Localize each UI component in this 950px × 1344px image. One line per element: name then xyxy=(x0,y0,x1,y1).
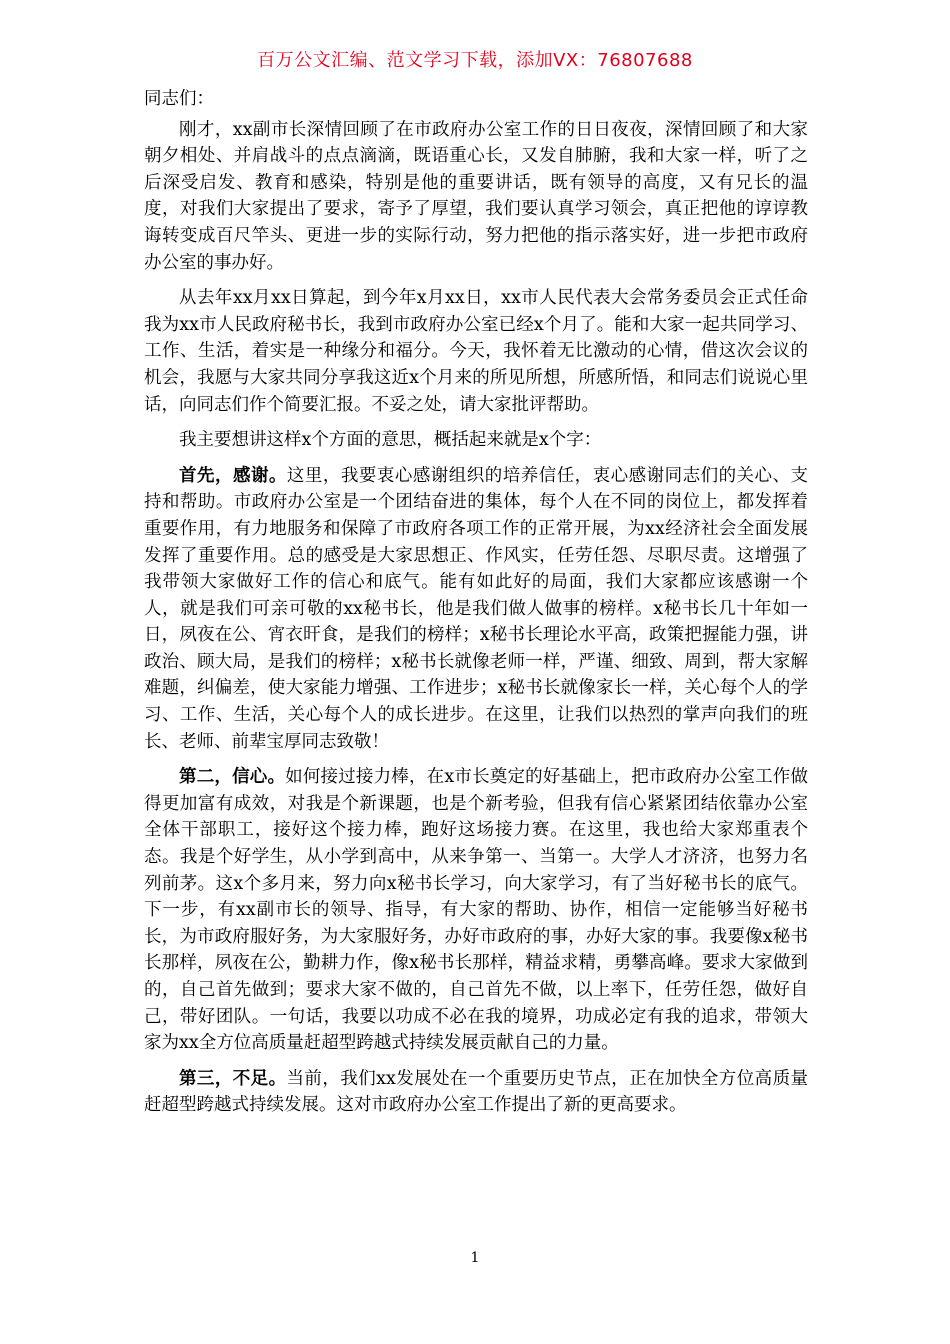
document-body xyxy=(144,86,808,1128)
paragraph-lead: 首先，感谢。 xyxy=(179,465,287,486)
paragraph-lead: 第二，信心。 xyxy=(179,767,286,788)
page-number: 1 xyxy=(470,1250,480,1266)
paragraph-text: 刚才，xx副市长深情回顾了在市政府办公室工作的日日夜夜，深情回顾了和大家朝夕相处、并肩战斗的点点滴滴，既语重心长，又发自肺腑，我和大家一样，听了之后深受启发、教育和感染，特别是他的重要讲话，既有领导的高度，又有兄长的温度，对我们大家提出了要求，寄予了厚望，我们要认真学习领会，真正把他的谆谆教诲转变成百尺竿头、更进一步的实际行动，努力把他的指示落实好，进一步把市政府办公室的事办好。 xyxy=(144,119,808,273)
paragraph-thanks xyxy=(144,463,808,756)
paragraph-text: 如何接过接力棒，在x市长奠定的好基础上，把市政府办公室工作做得更加富有成效，对我是个新课题，也是个新考验，但我有信心紧紧团结依靠办公室全体干部职工，接好这个接力棒，跑好这场接力赛。在这里，我也给大家郑重表个态。我是个好学生，从小学到高中，从来争第一、当第一。大学人才济济，也努力名列前茅。这x个多月来，努力向x秘书长学习，向大家学习，有了当好秘书长的底气。下一步，有xx副市长的领导、指导，有大家的帮助、协作，相信一定能够当好秘书长，为市政府服好务，为大家服好务，办好市政府的事，办好大家的事。我要像x秘书长那样，夙夜在公，勤耕力作，像x秘书长那样，精益求精，勇攀高峰。要求大家做到的，自己首先做到；要求大家不做的，自己首先不做，以上率下，任劳任怨，做好自己，带好团队。一句话，我要以功成不必在我的境界，功成必定有我的追求，带领大家为xx全方位高质量赶超型跨越式持续发展贡献自己的力量。 xyxy=(144,767,808,1054)
paragraph-text: 这里，我要衷心感谢组织的培养信任，衷心感谢同志们的关心、支持和帮助。市政府办公室是一个团结奋进的集体，每个人在不同的岗位上，都发挥着重要作用，有力地服务和保障了市政府各项工作的正常开展，为xx经济社会全面发展发挥了重要作用。总的感受是大家思想正、作风实，任劳任怨、尽职尽责。这增强了我带领大家做好工作的信心和底气。能有如此好的局面，我们大家都应该感谢一个人，就是我们可亲可敬的xx秘书长，他是我们做人做事的榜样。x秘书长几十年如一日，夙夜在公、宵衣旰食，是我们的榜样；x秘书长理论水平高，政策把握能力强，讲政治、顾大局，是我们的榜样；x秘书长就像老师一样，严谨、细致、周到，帮大家解难题，纠偏差，使大家能力增强、工作进步；x秘书长就像家长一样，关心每个人的学习、工作、生活，关心每个人的成长进步。在这里，让我们以热烈的掌声向我们的班长、老师、前辈宝厚同志致敬！ xyxy=(144,465,809,752)
paragraph-lead: 第三，不足。 xyxy=(179,1068,287,1089)
paragraph-text: 我主要想讲这样x个方面的意思，概括起来就是x个字： xyxy=(179,430,602,451)
paragraph-confidence xyxy=(144,764,808,1057)
paragraph-shortcomings xyxy=(144,1066,808,1119)
paragraph-1 xyxy=(144,117,808,277)
paragraph-3 xyxy=(144,427,808,454)
paragraph-text: 当前，我们xx发展处在一个重要历史节点，正在加快全方位高质量赶超型跨越式持续发展。这对市政府办公室工作提出了新的更高要求。 xyxy=(144,1068,808,1116)
paragraph-2 xyxy=(144,285,808,418)
greeting: 同志们： xyxy=(144,89,214,109)
paragraph-text: 从去年xx月xx日算起，到今年x月xx日，xx市人民代表大会常务委员会正式任命我为xx市人民政府秘书长，我到市政府办公室已经x个月了。能和大家一起共同学习、工作、生活，着实是一种缘分和福分。今天，我怀着无比激动的心情，借这次会议的机会，我愿与大家共同分享我这近x个月来的所见所想，所感所悟，和同志们说说心里话，向同志们作个简要汇报。不妥之处，请大家批评帮助。 xyxy=(144,288,808,415)
watermark-banner: 百万公文汇编、范文学习下载，添加VX：76807688 xyxy=(257,50,693,71)
